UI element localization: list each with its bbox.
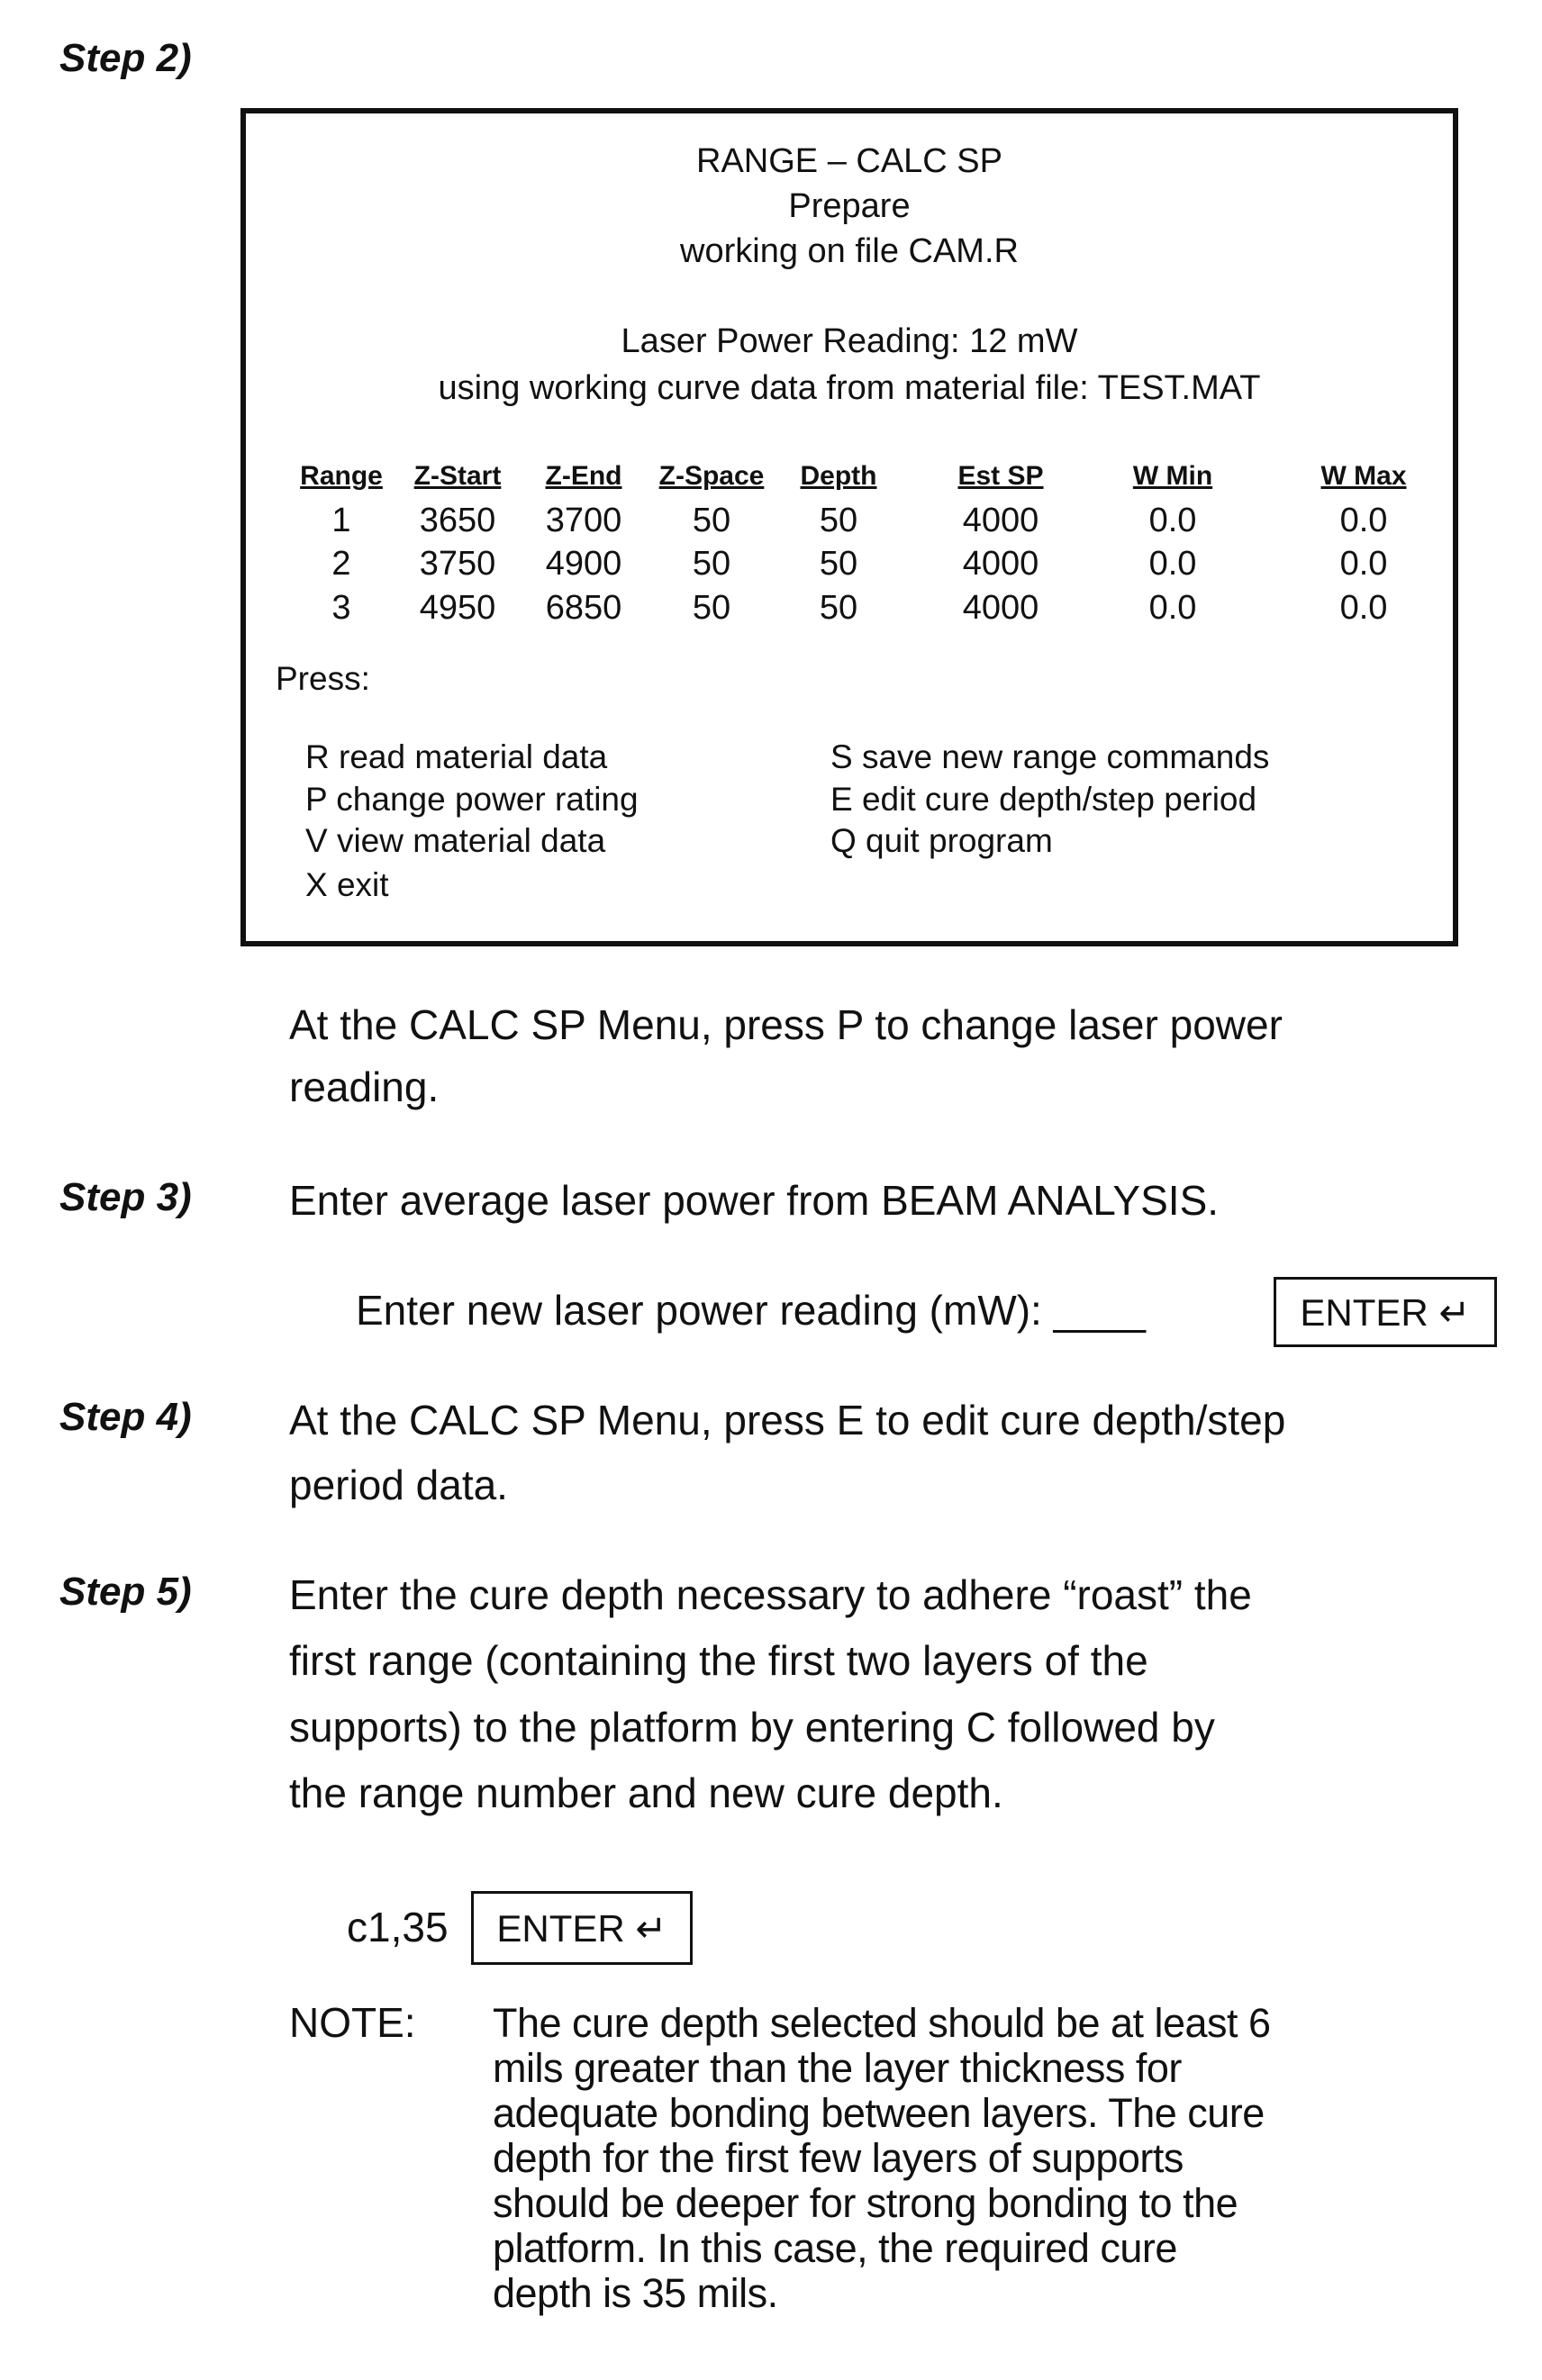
step-5-text-line: Enter the cure depth necessary to adhere “roast” the [289,1562,1252,1627]
table-cell: 50 [820,589,857,628]
note-line: adequate bonding between layers. The cure [493,2091,1465,2136]
column-header: Depth [801,461,877,492]
step-5-text-line: first range (containing the first two layers of the [289,1628,1148,1693]
column-header: W Min [1133,461,1212,492]
table-cell: 50 [693,589,730,628]
table-cell: 0.0 [1149,589,1197,628]
table-cell: 50 [820,502,857,540]
table-cell: 3650 [420,502,496,540]
column-header: Z-Start [414,461,502,492]
screen-subtitle: Prepare [246,187,1453,226]
table-cell: 4000 [963,545,1039,584]
step-2-label: Step 2) [59,36,192,81]
table-cell: 0.0 [1340,502,1388,540]
cure-depth-command: c1,35 [347,1895,449,1959]
table-cell: 6850 [546,589,622,628]
option-edit-cure-depth: E edit cure depth/step period [830,781,1256,819]
table-cell: 1 [331,502,350,540]
note-text [493,2001,1465,2316]
table-cell: 0.0 [1149,502,1197,540]
option-view-material: V view material data [305,822,605,860]
step-4-text-line: period data. [289,1452,508,1517]
laser-power-prompt: Enter new laser power reading (mW): ____ [356,1278,1146,1343]
step-4-text-line: At the CALC SP Menu, press E to edit cure depth/step [289,1388,1285,1452]
note-line: mils greater than the layer thickness for [493,2046,1465,2091]
step-3-text: Enter average laser power from BEAM ANALYSIS. [289,1168,1219,1233]
screen-file-line: working on file CAM.R [246,232,1453,271]
step-3-label: Step 3) [59,1175,192,1220]
note-line: depth is 35 mils. [493,2271,1465,2316]
curve-data-line: using working curve data from material file: TEST.MAT [246,369,1453,408]
step-2-text-line: At the CALC SP Menu, press P to change laser power [289,992,1283,1057]
step-5-text-line: supports) to the platform by entering C followed by [289,1695,1215,1760]
table-cell: 3 [331,589,350,628]
option-read-material: R read material data [305,738,607,776]
table-cell: 50 [693,545,730,584]
table-cell: 4000 [963,589,1039,628]
press-label: Press: [276,660,370,698]
table-cell: 0.0 [1149,545,1197,584]
step-5-text-line: the range number and new cure depth. [289,1760,1003,1825]
enter-key: ENTER ↵ [471,1891,693,1965]
table-cell: 4900 [546,545,622,584]
step-4-label: Step 4) [59,1395,192,1440]
table-cell: 50 [820,545,857,584]
step-2-text-line: reading. [289,1054,439,1119]
step-5-label: Step 5) [59,1570,192,1615]
screen-title: RANGE – CALC SP [246,142,1453,181]
option-save-range: S save new range commands [830,738,1269,776]
option-change-power: P change power rating [305,781,639,819]
calc-sp-screen [240,108,1458,946]
note-line: platform. In this case, the required cure [493,2226,1465,2271]
laser-power-reading: Laser Power Reading: 12 mW [246,322,1453,361]
table-cell: 3750 [420,545,496,584]
option-quit: Q quit program [830,822,1053,860]
note-label: NOTE: [289,1990,416,2055]
option-exit: X exit [305,866,389,904]
table-cell: 2 [331,545,350,584]
column-header: W Max [1320,461,1406,492]
note-line: The cure depth selected should be at least 6 [493,2001,1465,2046]
table-cell: 4000 [963,502,1039,540]
table-cell: 4950 [420,589,496,628]
note-line: depth for the first few layers of supports [493,2136,1465,2181]
column-header: Z-End [546,461,622,492]
table-cell: 50 [693,502,730,540]
table-cell: 0.0 [1340,589,1388,628]
column-header: Range [300,461,383,492]
column-header: Est SP [957,461,1043,492]
table-cell: 0.0 [1340,545,1388,584]
table-cell: 3700 [546,502,622,540]
enter-key: ENTER ↵ [1274,1277,1497,1347]
column-header: Z-Space [659,461,765,492]
note-line: should be deeper for strong bonding to the [493,2181,1465,2226]
